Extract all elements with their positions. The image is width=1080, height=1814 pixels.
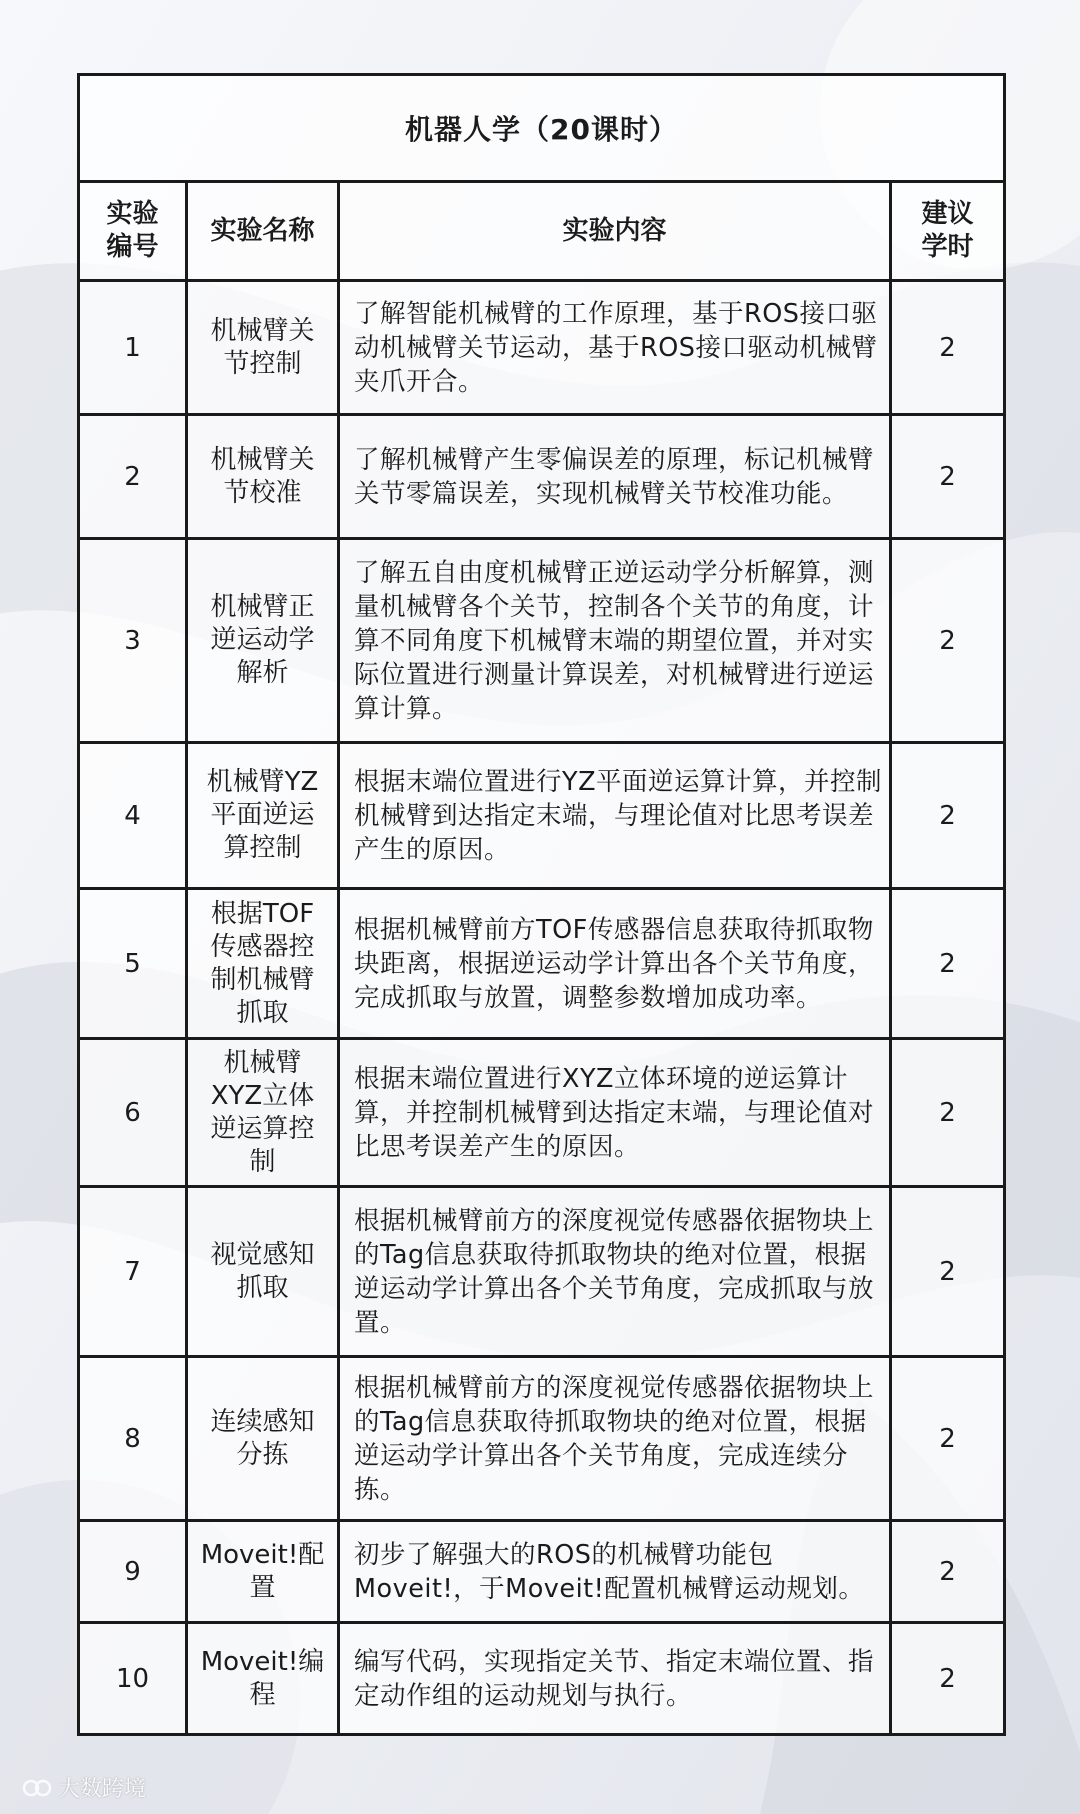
experiment-name-line: 节控制 xyxy=(223,348,302,379)
experiment-name-line: 抓取 xyxy=(236,1272,289,1303)
experiment-content: 根据末端位置进行XYZ立体环境的逆运算计算，并控制机械臂到达指定末端，与理论值对比思考误差产生的原因。 xyxy=(339,1039,891,1187)
experiment-number: 8 xyxy=(79,1357,187,1521)
header-content: 实验内容 xyxy=(339,182,891,281)
brand-logo-icon xyxy=(22,1777,52,1799)
experiment-name-line: 节校准 xyxy=(223,477,302,508)
curriculum-table-container xyxy=(77,73,1003,1736)
experiment-name-line: 根据TOF xyxy=(210,898,315,929)
experiment-name-line: 平面逆运 xyxy=(210,800,315,830)
experiment-name-line: 程 xyxy=(249,1679,276,1710)
table-row xyxy=(79,1187,1005,1357)
experiment-number: 5 xyxy=(79,889,187,1039)
experiment-name-line: 算控制 xyxy=(223,833,302,863)
suggested-hours: 2 xyxy=(891,415,1005,539)
experiment-number: 9 xyxy=(79,1521,187,1623)
experiment-content: 了解机械臂产生零偏误差的原理，标记机械臂关节零篇误差，实现机械臂关节校准功能。 xyxy=(339,415,891,539)
experiment-name xyxy=(187,1357,339,1521)
suggested-hours: 2 xyxy=(891,1357,1005,1521)
watermark-text: 大数跨境 xyxy=(58,1777,147,1802)
header-number xyxy=(79,182,187,281)
watermark xyxy=(22,1772,146,1803)
experiment-name xyxy=(187,415,339,539)
header-row xyxy=(79,182,1005,281)
experiment-number: 4 xyxy=(79,743,187,889)
table-row xyxy=(79,1623,1005,1735)
title-row xyxy=(79,75,1005,182)
table-row xyxy=(79,743,1005,889)
experiment-content: 根据末端位置进行YZ平面逆运算计算，并控制机械臂到达指定末端，与理论值对比思考误差产生的原因。 xyxy=(339,743,891,889)
experiment-name-line: Moveit!编 xyxy=(200,1646,325,1677)
curriculum-table xyxy=(77,73,1006,1736)
experiment-content: 根据机械臂前方的深度视觉传感器依据物块上的Tag信息获取待抓取物块的绝对位置，根据逆运动学计算出各个关节角度，完成连续分拣。 xyxy=(339,1357,891,1521)
experiment-number: 1 xyxy=(79,281,187,415)
experiment-number: 6 xyxy=(79,1039,187,1187)
table-title: 机器人学（20课时） xyxy=(79,75,1005,182)
experiment-name xyxy=(187,1521,339,1623)
experiment-number: 10 xyxy=(79,1623,187,1735)
header-hours xyxy=(891,182,1005,281)
experiment-name-line: 机械臂关 xyxy=(210,315,315,346)
experiment-name-line: 机械臂正 xyxy=(210,592,315,622)
experiment-content: 根据机械臂前方的深度视觉传感器依据物块上的Tag信息获取待抓取物块的绝对位置，根据逆运动学计算出各个关节角度，完成抓取与放置。 xyxy=(339,1187,891,1357)
experiment-name-line: 机械臂关 xyxy=(210,444,315,475)
suggested-hours: 2 xyxy=(891,1623,1005,1735)
experiment-name xyxy=(187,743,339,889)
header-name: 实验名称 xyxy=(187,182,339,281)
suggested-hours: 2 xyxy=(891,889,1005,1039)
experiment-number: 3 xyxy=(79,539,187,743)
experiment-name xyxy=(187,539,339,743)
table-row xyxy=(79,539,1005,743)
experiment-name-line: 视觉感知 xyxy=(210,1239,315,1270)
experiment-name xyxy=(187,1187,339,1357)
experiment-name-line: 抓取 xyxy=(236,997,289,1028)
experiment-name-line: XYZ立体 xyxy=(210,1080,315,1111)
experiment-name-line: Moveit!配 xyxy=(200,1539,325,1570)
experiment-name-line: 分拣 xyxy=(236,1439,289,1470)
experiment-name-line: 制 xyxy=(249,1146,276,1177)
experiment-content: 根据机械臂前方TOF传感器信息获取待抓取物块距离，根据逆运动学计算出各个关节角度，完成抓取与放置，调整参数增加成功率。 xyxy=(339,889,891,1039)
suggested-hours: 2 xyxy=(891,1187,1005,1357)
suggested-hours: 2 xyxy=(891,1521,1005,1623)
experiment-content: 编写代码，实现指定关节、指定末端位置、指定动作组的运动规划与执行。 xyxy=(339,1623,891,1735)
header-hours-line-1: 建议 xyxy=(921,199,974,229)
suggested-hours: 2 xyxy=(891,539,1005,743)
experiment-name xyxy=(187,281,339,415)
table-row xyxy=(79,415,1005,539)
experiment-name-line: 逆运动学 xyxy=(210,625,315,655)
experiment-name xyxy=(187,1623,339,1735)
experiment-content: 了解五自由度机械臂正逆运动学分析解算，测量机械臂各个关节，控制各个关节的角度，计算不同角度下机械臂末端的期望位置，并对实际位置进行测量计算误差，对机械臂进行逆运算计算。 xyxy=(339,539,891,743)
experiment-number: 2 xyxy=(79,415,187,539)
experiment-name-line: 置 xyxy=(249,1572,276,1603)
experiment-name-line: 机械臂 xyxy=(223,1047,302,1078)
experiment-name-line: 机械臂YZ xyxy=(206,767,319,797)
experiment-name-line: 逆运算控 xyxy=(210,1113,315,1144)
experiment-name xyxy=(187,1039,339,1187)
suggested-hours: 2 xyxy=(891,743,1005,889)
experiment-name-line: 传感器控 xyxy=(210,931,315,962)
header-number-line-1: 实验 xyxy=(106,199,159,229)
table-row xyxy=(79,1521,1005,1623)
table-row xyxy=(79,889,1005,1039)
table-row xyxy=(79,281,1005,415)
table-row xyxy=(79,1357,1005,1521)
experiment-content: 初步了解强大的ROS的机械臂功能包Moveit!，于Moveit!配置机械臂运动规划。 xyxy=(339,1521,891,1623)
experiment-name xyxy=(187,889,339,1039)
experiment-name-line: 解析 xyxy=(236,658,289,688)
header-hours-line-2: 学时 xyxy=(921,232,974,262)
experiment-number: 7 xyxy=(79,1187,187,1357)
suggested-hours: 2 xyxy=(891,281,1005,415)
experiment-name-line: 连续感知 xyxy=(210,1406,315,1437)
table-row xyxy=(79,1039,1005,1187)
header-number-line-2: 编号 xyxy=(106,232,159,262)
experiment-name-line: 制机械臂 xyxy=(210,964,315,995)
experiment-content: 了解智能机械臂的工作原理，基于ROS接口驱动机械臂关节运动，基于ROS接口驱动机械臂夹爪开合。 xyxy=(339,281,891,415)
suggested-hours: 2 xyxy=(891,1039,1005,1187)
